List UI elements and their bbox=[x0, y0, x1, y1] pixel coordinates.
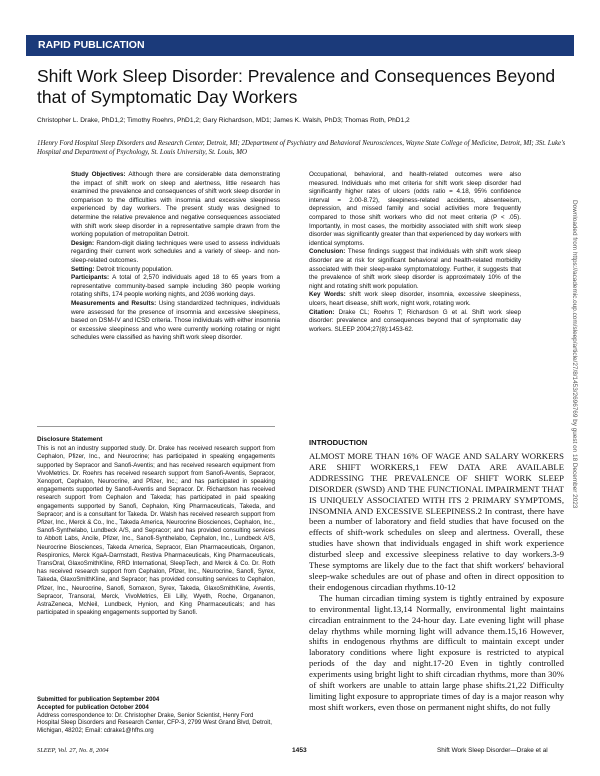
introduction-heading: INTRODUCTION bbox=[309, 438, 368, 447]
disclosure-text: This is not an industry supported study. Dr. Drake has received research support from Cephalon, Pfizer, Inc., and Neurocrine; has participated in speaking engagements supported by Sepracor and Sanofi-Aventis; and has received research equipment from VivoMetrics. Dr. Roehrs has received research support from Sanofi-Aventis, Sepracor, Xenoport, Cephalon, Neurocrine, and Pfizer, Inc.; and has participated in speaking engagements supported by Sanofi-Aventis and Sepracor. Dr. Richardson has received research support from Cephalon and Takeda; has participated in paid speaking engagements supported by Sanofi, Cephalon, King Pharmaceuticals, Takeda, and Sepracor; and is a consultant for Takeda. Dr. Walsh has received research support from Pfizer, Inc., Merck & Co., Inc., Takeda America, Neurocrine Biosciences, Cephalon, Inc., Sanofi-Synthelabo, Lundbeck A/S, and Sepracor; and has provided consulting services to Abbott Labs, Ancile, Pfizer, Inc., Sanofi-Synthelabo, Cephalon, Inc., Lundbeck A/S, Neurocrine Biosciences, Takeda America, Sepracor, Elan Pharmaceuticals, Organon, Respironics, Merck KgaA-Darmstadt, Restiva Pharmaceuticals, King Pharmaceuticals, TransOral, GlaxoSmithKline, RRD International, SleepTech, and Merck & Co. Dr. Roth has received research support from Cephalon, Pfizer, Inc., Neurocrine, Sanofi, Syrex, Takeda, GlaxoSmithKline, and Sepracor; has provided consulting services to Cephalon, Pfizer, Inc., Neurocrine, Sanofi, Somaxon, Syrex, Takeda, GlaxoSmithKline, Aventis, Sepracor, Transoral, Merck, VivoMetrics, Eli Lilly, Wyeth, Roche, Organanon, AstraZeneca, McNeil, Lundbeck, Hynion, and King Pharmaceuticals; and has participated in speaking engagements supported by Sanofi. bbox=[37, 445, 275, 617]
intro-paragraph: ALMOST MORE THAN 16% OF WAGE AND SALARY WORKERS ARE SHIFT WORKERS,1 FEW DATA ARE AVAILABLE ADDRESSING THE PREVALENCE OF SHIFT WORK SLEEP DISORDER (SWSD) AND THE FUNCTIONAL IMPAIRMENT THAT IS UNIQUELY ASSOCIATED WITH ITS 2 PRIMARY SYMPTOMS, INSOMNIA AND EXCESSIVE SLEEPINESS.2 In contrast, there have been a number of laboratory and field studies that have focused on the effects of shift-work schedules on sleep and alertness. Overall, these studies have shown that individuals engaged in shift work experience disturbed sleep and excessive sleepiness relative to day workers.3-9 These symptoms are likely due to the fact that shift workers' behavioral sleep-wake schedules are out of phase and often in direct opposition to their endogenous circadian rhythms.10-12 bbox=[309, 451, 564, 592]
abstract-paragraph: Setting: Detroit tricounty population. bbox=[71, 265, 173, 273]
accepted-date: Accepted for publication October 2004 bbox=[37, 703, 149, 711]
abstract-right-column bbox=[309, 171, 521, 334]
download-watermark: Downloaded from https://academic.oup.com/sleep/article/27/8/1453/2696769 by guest on 18 December 2023 bbox=[571, 200, 578, 509]
page-number: 1453 bbox=[292, 747, 307, 754]
abstract-paragraph: Occupational, behavioral, and health-related outcomes were also measured. Individuals who met criteria for shift work sleep disorder had significantly higher rates of ulcers (odds ratio = 4.18, 95% confidence interval = 2.00-8.72), sleepiness-related accidents, absenteeism, depression, and missed family and social activities more frequently compared to those shift workers who did not meet criteria (P < .05). Importantly, in most cases, the morbidity associated with shift work sleep disorder was significantly greater than that experienced by day workers with identical symptoms. bbox=[309, 171, 521, 247]
abstract-paragraph: Study Objectives: Although there are considerable data demonstrating the impact of shift work on sleep and alertness, little research has examined the prevalence and consequences of shift work sleep disorder in comparison to the difficulties with insomnia and excessive sleepiness experienced by day workers. The present study was designed to determine the relative prevalence and negative consequences associated with shift work sleep disorder in a representative sample drawn from the working population of metropolitan Detroit. bbox=[71, 171, 280, 239]
correspondence-address: Address correspondence to: Dr. Christopher Drake, Senior Scientist, Henry Ford Hospital Sleep Disorders and Research Center, CFP-3, 2799 West Grand Blvd, Detroit, Michigan, 48202; Email: cdrake1@hfhs.org bbox=[37, 711, 272, 735]
abstract-paragraph: Key Words: shift work sleep disorder, insomnia, excessive sleepiness, ulcers, heart disease, shift work, night work, rotating work. bbox=[309, 291, 521, 307]
introduction-body bbox=[309, 451, 564, 713]
disclosure-heading: Disclosure Statement bbox=[37, 436, 103, 443]
affiliations: 1Henry Ford Hospital Sleep Disorders and Research Center, Detroit, MI; 2Department of Psychiatry and Behavioral Neurosciences, Wayne State College of Medicine, Detroit, MI; 3St. Luke's Hospital and Department of Psychology, St. Louis University, St. Louis, MO bbox=[37, 140, 566, 156]
disclosure-statement bbox=[37, 436, 275, 617]
submission-info bbox=[37, 696, 275, 735]
section-banner: RAPID PUBLICATION bbox=[26, 35, 574, 56]
article-title: Shift Work Sleep Disorder: Prevalence and Consequences Beyond that of Symptomatic Day Workers bbox=[37, 66, 556, 107]
abstract-paragraph: Measurements and Results: Using standardized techniques, individuals were assessed for the presence of insomnia and excessive sleepiness, based on DSM-IV and ICSD criteria. Those individuals with either insomnia or excessive sleepiness and who were currently working rotating or night schedules were classified as having shift work sleep disorder. bbox=[71, 299, 280, 342]
abstract-paragraph: Conclusion: These findings suggest that individuals with shift work sleep disorder are at risk for significant behavioral and health-related morbidity associated with their sleep-wake symptomatology. Further, it suggests that the prevalence of shift work sleep disorder is approximately 10% of the night and rotating shift work population. bbox=[309, 248, 521, 290]
author-list: Christopher L. Drake, PhD1,2; Timothy Roehrs, PhD1,2; Gary Richardson, MD1; James K. Walsh, PhD3; Thomas Roth, PhD1,2 bbox=[37, 117, 410, 124]
submitted-date: Submitted for publication September 2004 bbox=[37, 696, 160, 703]
divider bbox=[37, 426, 275, 427]
journal-citation-footer: SLEEP, Vol. 27, No. 8, 2004 bbox=[37, 747, 109, 754]
abstract-paragraph: Participants: A total of 2,570 individuals aged 18 to 65 years from a representative community-based sample including 360 people working rotating shifts, 174 people working nights, and 2036 working days. bbox=[71, 274, 280, 299]
running-title: Shift Work Sleep Disorder—Drake et al bbox=[437, 747, 548, 754]
abstract-paragraph: Citation: Drake CL; Roehrs T; Richardson G et al. Shift work sleep disorder: prevalence and consequences beyond that of symptomatic day workers. SLEEP 2004;27(8):1453-62. bbox=[309, 308, 521, 333]
intro-paragraph: The human circadian timing system is tightly entrained by exposure to environmental light.13,14 Normally, environmental light maintains circadian entrainment to the 24-hour day. Late evening light will phase delay rhythms while morning light will advance them.15,16 However, shifts in endogenous rhythms are difficult to maintain except under laboratory conditions where light exposure is restricted to atypical periods of the day and night.17-20 Even in tightly controlled experiments using bright light to shift circadian rhythms, more than 30% of shift workers are unable to attain large phase shifts.21,22 Difficulty limiting light exposure to appropriate times of day is a major reason why most shift workers, even those on permanent night shifts, do not fully bbox=[309, 592, 564, 712]
abstract-left-column bbox=[71, 171, 280, 343]
abstract-paragraph: Design: Random-digit dialing techniques were used to assess individuals regarding their current work schedules and a variety of sleep- and non-sleep-related outcomes. bbox=[71, 239, 280, 264]
